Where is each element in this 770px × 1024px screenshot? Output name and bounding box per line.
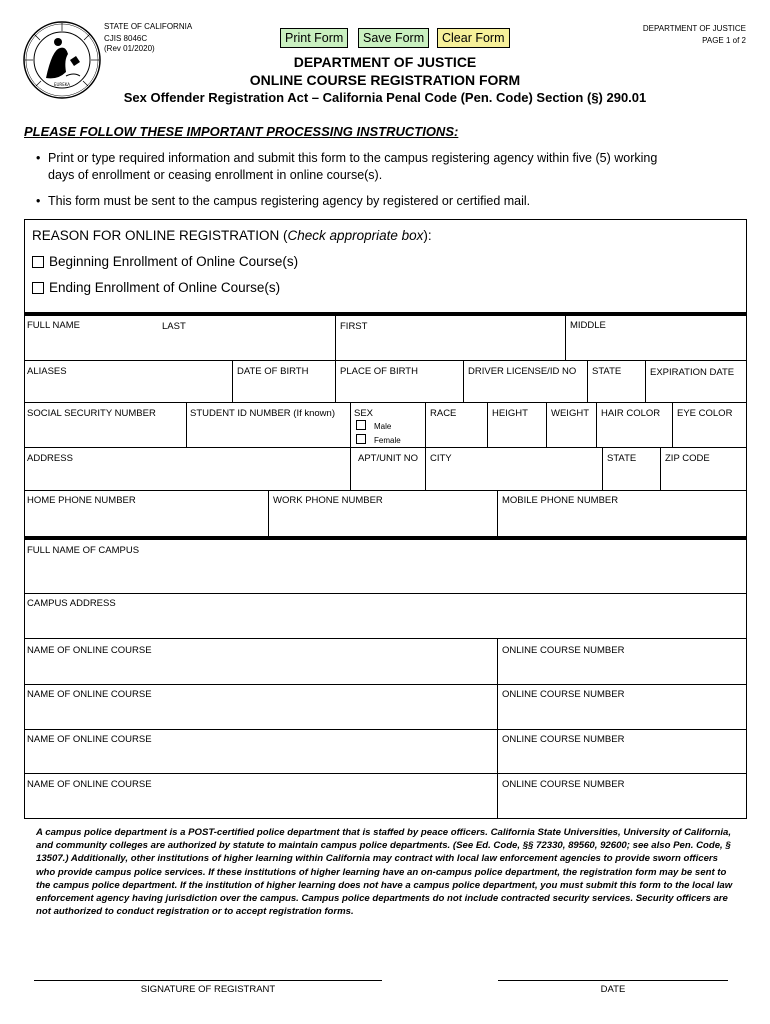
- middle-name-label: MIDDLE: [570, 320, 606, 331]
- dob-label: DATE OF BIRTH: [237, 366, 309, 377]
- course-number-label: ONLINE COURSE NUMBER: [502, 734, 625, 745]
- course-name-label: NAME OF ONLINE COURSE: [27, 645, 152, 656]
- last-name-input[interactable]: [25, 330, 335, 359]
- zip-code-input[interactable]: [661, 466, 746, 489]
- expiration-label: EXPIRATION DATE: [650, 367, 735, 378]
- height-label: HEIGHT: [492, 408, 528, 419]
- course-name-input[interactable]: [25, 747, 497, 772]
- grid-divider: [497, 638, 498, 818]
- pob-input[interactable]: [336, 378, 463, 401]
- grid-rule: [24, 360, 747, 361]
- title-department: DEPARTMENT OF JUSTICE: [293, 54, 477, 70]
- zip-code-label: ZIP CODE: [665, 453, 710, 464]
- course-number-input[interactable]: [498, 702, 746, 728]
- pob-label: PLACE OF BIRTH: [340, 366, 418, 377]
- course-name-label: NAME OF ONLINE COURSE: [27, 734, 152, 745]
- course-name-label: NAME OF ONLINE COURSE: [27, 689, 152, 700]
- grid-right-border: [746, 536, 747, 818]
- reason-option-ending[interactable]: Ending Enrollment of Online Course(s): [32, 280, 280, 295]
- full-name-label: FULL NAME: [27, 320, 80, 331]
- course-number-input[interactable]: [498, 658, 746, 683]
- grid-rule: [24, 638, 747, 639]
- grid-rule: [24, 684, 747, 685]
- first-name-input[interactable]: [336, 330, 565, 359]
- dob-input[interactable]: [233, 378, 335, 401]
- bullet-dot-1: •: [36, 151, 41, 165]
- campus-name-input[interactable]: [25, 558, 746, 592]
- middle-name-input[interactable]: [566, 330, 746, 359]
- work-phone-label: WORK PHONE NUMBER: [273, 495, 383, 506]
- grid-rule: [24, 773, 747, 774]
- mobile-phone-label: MOBILE PHONE NUMBER: [502, 495, 619, 506]
- grid-right-border: [746, 312, 747, 538]
- dl-state-label: STATE: [592, 366, 622, 377]
- campus-address-input[interactable]: [25, 611, 746, 637]
- driver-license-label: DRIVER LICENSE/ID NO: [468, 366, 577, 377]
- reason-label: REASON FOR ONLINE REGISTRATION (Check appropriate box):: [32, 228, 432, 243]
- address-label: ADDRESS: [27, 453, 73, 464]
- course-number-input[interactable]: [498, 792, 746, 817]
- checkbox-ending-enrollment[interactable]: [32, 282, 44, 294]
- male-label: Male: [374, 422, 392, 431]
- department-small-label: DEPARTMENT OF JUSTICE: [642, 24, 746, 33]
- expiration-input[interactable]: [646, 378, 746, 401]
- aliases-label: ALIASES: [27, 366, 67, 377]
- revision-date: (Rev 01/2020): [104, 44, 155, 53]
- student-id-label: STUDENT ID NUMBER (If known): [190, 408, 335, 419]
- hair-color-label: HAIR COLOR: [601, 408, 661, 419]
- sex-label: SEX: [354, 408, 374, 419]
- race-input[interactable]: [426, 422, 487, 446]
- course-number-label: ONLINE COURSE NUMBER: [502, 645, 625, 656]
- female-label: Female: [374, 436, 401, 445]
- student-id-input[interactable]: [187, 422, 350, 446]
- campus-address-label: CAMPUS ADDRESS: [27, 598, 116, 609]
- course-number-label: ONLINE COURSE NUMBER: [502, 779, 625, 790]
- signature-line: [34, 980, 382, 981]
- address-input[interactable]: [25, 466, 350, 489]
- hair-color-input[interactable]: [597, 422, 672, 446]
- grid-rule: [24, 402, 747, 403]
- city-input[interactable]: [426, 466, 602, 489]
- section-divider: [24, 312, 747, 316]
- grid-rule: [24, 593, 747, 594]
- grid-rule: [24, 818, 747, 819]
- first-name-label: FIRST: [340, 321, 368, 332]
- mobile-phone-input[interactable]: [498, 508, 746, 536]
- instruction-2: This form must be sent to the campus registering agency by registered or certified mail.: [48, 194, 531, 208]
- date-line: [498, 980, 728, 981]
- checkbox-female[interactable]: [356, 434, 366, 444]
- height-input[interactable]: [488, 422, 546, 446]
- instructions-heading: PLEASE FOLLOW THESE IMPORTANT PROCESSING INSTRUCTIONS:: [24, 124, 459, 139]
- apt-unit-label: APT/UNIT NO: [358, 453, 418, 464]
- course-name-input[interactable]: [25, 702, 497, 728]
- grid-rule: [24, 447, 747, 448]
- grid-rule: [24, 729, 747, 730]
- page-number: PAGE 1 of 2: [702, 36, 746, 45]
- course-name-label: NAME OF ONLINE COURSE: [27, 779, 152, 790]
- eye-color-input[interactable]: [673, 422, 746, 446]
- course-number-label: ONLINE COURSE NUMBER: [502, 689, 625, 700]
- save-form-button[interactable]: Save Form: [358, 28, 429, 48]
- campus-police-note: A campus police department is a POST-certified police department that is staffed by peace officers. California State Universities, University of California, and community colleges are authorized by statute to maintain campus police departments. (See Ed. Code, §§ 72330, 89560, 92600; see also Pen. Code, § 13507.) Additionally, other institutions of higher learning within California may contract with local law enforcement agencies to provide sworn officers who provide campus police services. If these institutions of higher learning have an on-campus police department, the registration form may be sent to the campus police department. If the institution of higher learning does not have a campus police department, you must submit this form to the local law enforcement agency having jurisdiction over the campus. Campus police departments do not include contracted security services. Security officers are not authorized to conduct registration or to accept registration forms.: [36, 827, 733, 918]
- bullet-dot-2: •: [36, 194, 41, 208]
- instruction-1-line-1: Print or type required information and submit this form to the campus registering agency within five (5) working: [48, 151, 658, 165]
- title-statute: Sex Offender Registration Act – California Penal Code (Pen. Code) Section (§) 290.01: [123, 90, 647, 105]
- state-label: STATE OF CALIFORNIA: [104, 22, 193, 31]
- eye-color-label: EYE COLOR: [677, 408, 733, 419]
- ssn-input[interactable]: [25, 422, 186, 446]
- weight-label: WEIGHT: [551, 408, 589, 419]
- section-divider: [24, 536, 747, 540]
- title-form: ONLINE COURSE REGISTRATION FORM: [249, 72, 521, 88]
- signature-label: SIGNATURE OF REGISTRANT: [140, 984, 276, 995]
- print-form-button[interactable]: Print Form: [280, 28, 348, 48]
- home-phone-label: HOME PHONE NUMBER: [27, 495, 136, 506]
- race-label: RACE: [430, 408, 457, 419]
- grid-divider: [350, 402, 351, 447]
- aliases-input[interactable]: [25, 378, 232, 401]
- campus-name-label: FULL NAME OF CAMPUS: [27, 545, 140, 556]
- course-name-input[interactable]: [25, 658, 497, 683]
- form-code: CJIS 8046C: [104, 34, 148, 43]
- course-name-input[interactable]: [25, 792, 497, 817]
- reason-option-beginning[interactable]: Beginning Enrollment of Online Course(s): [32, 254, 298, 269]
- work-phone-input[interactable]: [269, 508, 497, 536]
- course-number-input[interactable]: [498, 747, 746, 772]
- clear-form-button[interactable]: Clear Form: [437, 28, 510, 48]
- svg-text:EUREKA: EUREKA: [53, 82, 71, 87]
- grid-rule: [24, 490, 747, 491]
- last-name-label: LAST: [162, 321, 186, 332]
- weight-input[interactable]: [547, 422, 596, 446]
- address-state-input[interactable]: [603, 466, 660, 489]
- city-label: CITY: [430, 453, 452, 464]
- address-state-label: STATE: [607, 453, 637, 464]
- apt-unit-input[interactable]: [351, 466, 425, 489]
- instruction-1-line-2: days of enrollment or ceasing enrollment in online course(s).: [48, 168, 383, 182]
- driver-license-input[interactable]: [464, 378, 587, 401]
- home-phone-input[interactable]: [25, 508, 268, 536]
- checkbox-beginning-enrollment[interactable]: [32, 256, 44, 268]
- dl-state-input[interactable]: [588, 378, 645, 401]
- date-label: DATE: [600, 984, 626, 995]
- ssn-label: SOCIAL SECURITY NUMBER: [27, 408, 156, 419]
- checkbox-male[interactable]: [356, 420, 366, 430]
